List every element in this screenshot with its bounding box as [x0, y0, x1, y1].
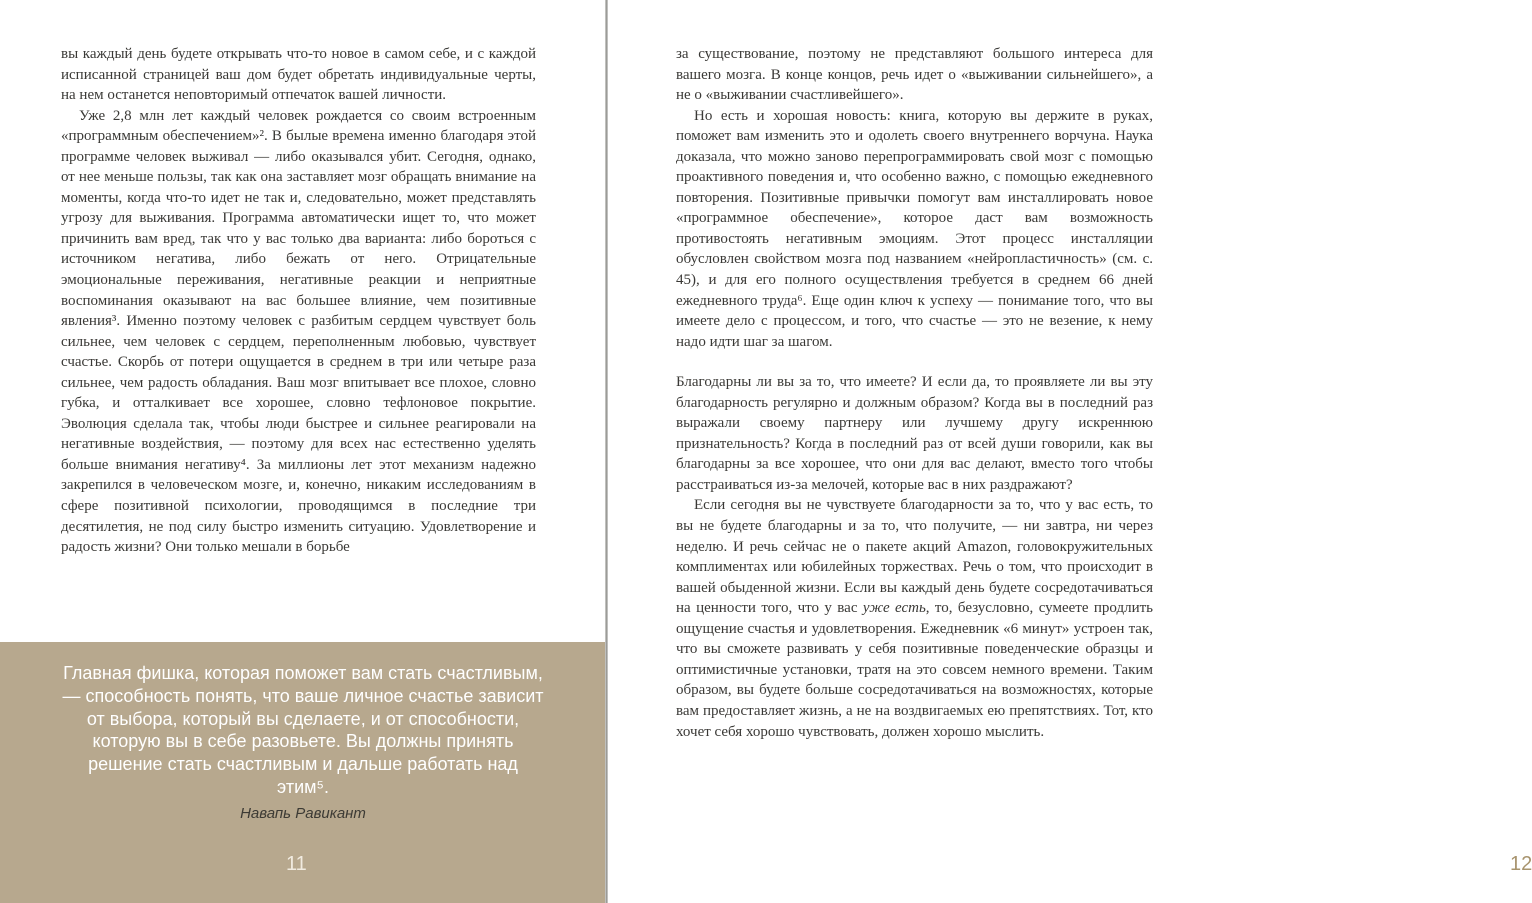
paragraph-part: Если сегодня вы не чувствуете благодарности за то, что у вас есть, то вы не будете благодарны и за то, что получите, — ни завтра, ни через неделю. И речь сейчас не о пакете акций Amazon, головокружительных комплиментах или юбилейных торжествах. Речь о том, что происходит в вашей обыденной жизни. Если вы каждый день будете сосредотачиваться на ценности того, что у вас: [676, 497, 1153, 617]
page-number-right: 12: [1510, 853, 1532, 875]
paragraph-part: , то, безусловно, сумеете продлить ощущение счастья и удовлетворения. Ежедневник «6 минут» устроен так, что вы сможете развивать у себя позитивные поведенческие образцы и оптимистичные установки, тратя на это совсем немного времени. Таким образом, вы будете больше сосредотачиваться на возможностях, которые вам предоставляет жизнь, а не на воздвигаемых ею препятствиях. Тот, кто хочет себя хорошо чувствовать, должен хорошо мыслить.: [676, 600, 1154, 740]
quote-author: Навапь Равикант: [240, 805, 366, 822]
left-page: [0, 0, 606, 903]
right-page-text: [676, 44, 1153, 742]
right-page: [608, 0, 1532, 903]
emphasis-text: уже есть: [862, 600, 926, 617]
paragraph: [676, 495, 1153, 742]
paragraph: Но есть и хорошая новость: книга, которую вы держите в руках, поможет вам изменить это и одолеть своего внутреннего ворчуна. Наука доказала, что можно заново перепрограммировать свой мозг с помощью проактивного поведения и, что особенно важно, с помощью ежедневного повторения. Позитивные привычки помогут вам инсталлировать новое «программное обеспечение», которое даст вам возможность противостоять негативным эмоциям. Этот процесс инсталляции обусловлен свойством мозга под названием «нейропластичность» (см. с. 45), и для его полного осуществления требуется в среднем 66 дней ежедневного труда⁶. Еще один ключ к успеху — понимание того, что вы имеете дело с процессом, и того, что счастье — это не везение, к нему надо идти шаг за шагом.: [676, 107, 1153, 350]
paragraph: Благодарны ли вы за то, что имеете? И если да, то проявляете ли вы эту благодарность регулярно и должным образом? Когда вы в последний раз выражали своему партнеру или лучшему другу искреннюю признательность? Когда в последний раз от всей души говорили, как вы благодарны за все хорошее, что они для вас делают, вместо того чтобы расстраиваться из-за мелочей, которые вас в них раздражают?: [676, 374, 1153, 493]
paragraph: Уже 2,8 млн лет каждый человек рождается со своим встроенным «программным обеспечением»². В былые времена именно благодаря этой программе человек выживал — либо оказывался убит. Сегодня, однако, от нее меньше пользы, так как она заставляет мозг обращать внимание на моменты, когда что-то идет не так и, следовательно, может представлять угрозу для выживания. Программа автоматически ищет то, что может причинить вам вред, так что у вас только два варианта: либо бороться с источником негатива, либо бежать от него. Отрицательные эмоциональные переживания, негативные реакции и неприятные воспоминания оказывают на вас большее влияние, чем позитивные явления³. Именно поэтому человек с разбитым сердцем чувствует боль сильнее, чем человек с сердцем, переполненным любовью, чувствует счастье. Скорбь от потери ощущается в среднем в три или четыре раза сильнее, чем радость обладания. Ваш мозг впитывает все плохое, словно губка, и отталкивает все хорошее, словно тефлоновое покрытие. Эволюция сделала так, чтобы люди быстрее и сильнее реагировали на негативные воздействия, — поэтому для всех нас естественно уделять больше внимания негативу⁴. За миллионы лет этот механизм надежно закрепился в человеческом мозге, и, конечно, никаким исследованиям в сфере позитивной психологии, проводящимся в последние три десятилетия, не под силу быстро изменить ситуацию. Удовлетворение и радость жизни? Они только мешали в борьбе: [61, 107, 536, 556]
left-page-text: [61, 44, 536, 558]
quote-text: Главная фишка, которая поможет вам стать счастливым, — способность понять, что ваше личное счастье зависит от выбора, который вы сделаете, и от способности, которую вы в себе разовьете. Вы должны принять решение стать счастливым и дальше работать над этим⁵.: [62, 663, 544, 797]
page-number-left: 11: [286, 853, 307, 875]
paragraph: за существование, поэтому не представляют большого интереса для вашего мозга. В конце концов, речь идет о «выживании сильнейшего», а не о «выживании счастливейшего».: [676, 46, 1153, 104]
paragraph: вы каждый день будете открывать что-то новое в самом себе, и с каждой исписанной страницей ваш дом будет обретать индивидуальные черты, на нем останется неповторимый отпечаток вашей личности.: [61, 46, 536, 104]
